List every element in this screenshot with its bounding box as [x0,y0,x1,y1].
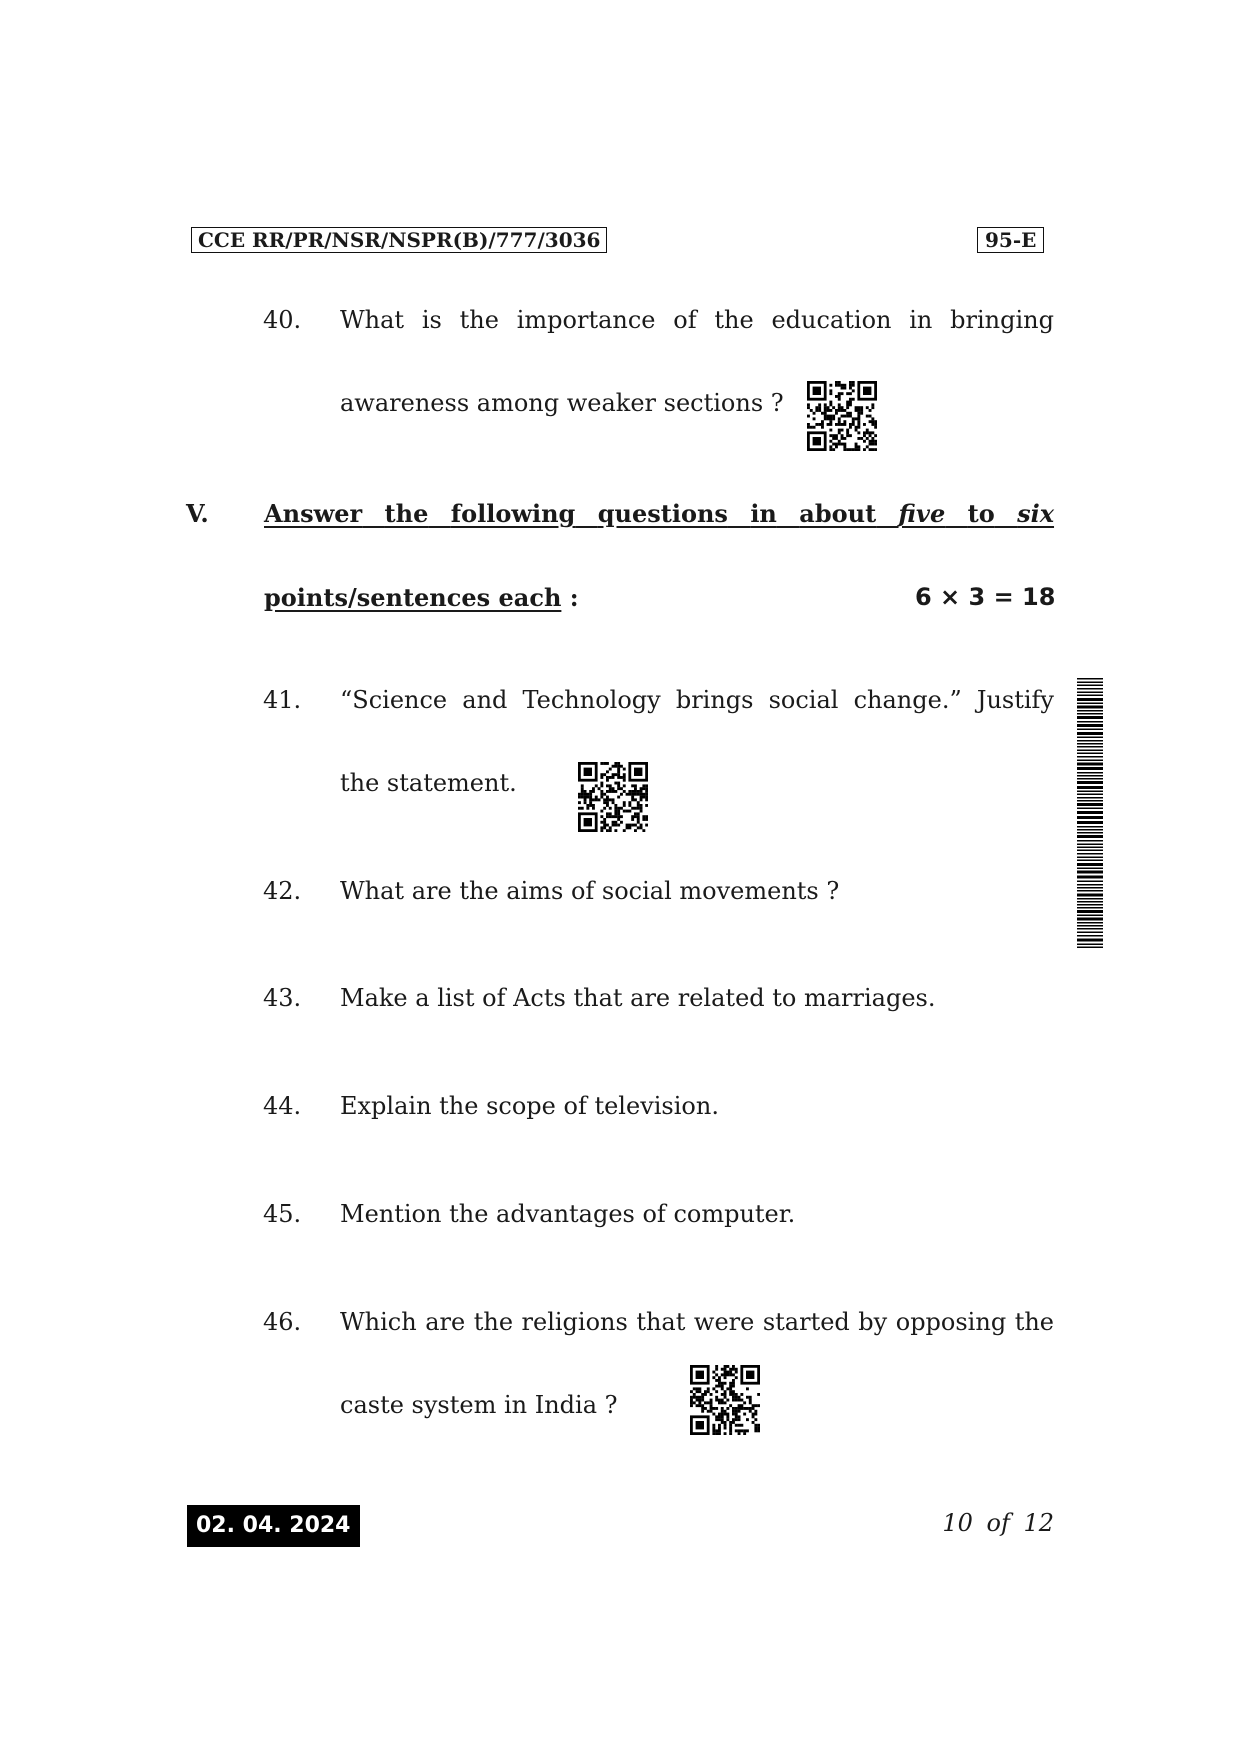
exam-date: 02. 04. 2024 [187,1505,360,1547]
question-text: “Science and Technology brings social change.” Justify [340,686,1054,714]
qr-code-icon[interactable] [690,1365,760,1435]
question-text-continued: awareness among weaker sections ? [340,389,784,417]
section-number: V. [186,499,209,528]
question-number: 41. [263,686,302,714]
question-number: 44. [263,1092,302,1120]
question-number: 45. [263,1200,302,1228]
question-text: What are the aims of social movements ? [340,877,840,905]
qr-code-icon[interactable] [807,381,877,451]
question-text: Explain the scope of television. [340,1092,719,1120]
page-number: 10 of 12 [942,1509,1054,1537]
section-instruction: Answer the following questions in about five to six [264,499,1055,528]
barcode-icon [1077,678,1103,950]
section-instruction-continued: points/sentences each : [264,583,579,612]
question-number: 46. [263,1308,302,1336]
question-text: Mention the advantages of computer. [340,1200,796,1228]
subject-code: 95-E [977,227,1044,253]
question-text: What is the importance of the education in bringing [340,306,1054,334]
qr-code-icon[interactable] [578,762,648,832]
question-number: 40. [263,306,302,334]
question-number: 43. [263,984,302,1012]
question-text: Which are the religions that were started by opposing the [340,1308,1054,1336]
paper-code: CCE RR/PR/NSR/NSPR(B)/777/3036 [191,227,607,253]
question-number: 42. [263,877,302,905]
section-marks: 6 × 3 = 18 [915,583,1056,611]
question-text-continued: caste system in India ? [340,1391,618,1419]
question-text-continued: the statement. [340,769,517,797]
question-text: Make a list of Acts that are related to marriages. [340,984,936,1012]
